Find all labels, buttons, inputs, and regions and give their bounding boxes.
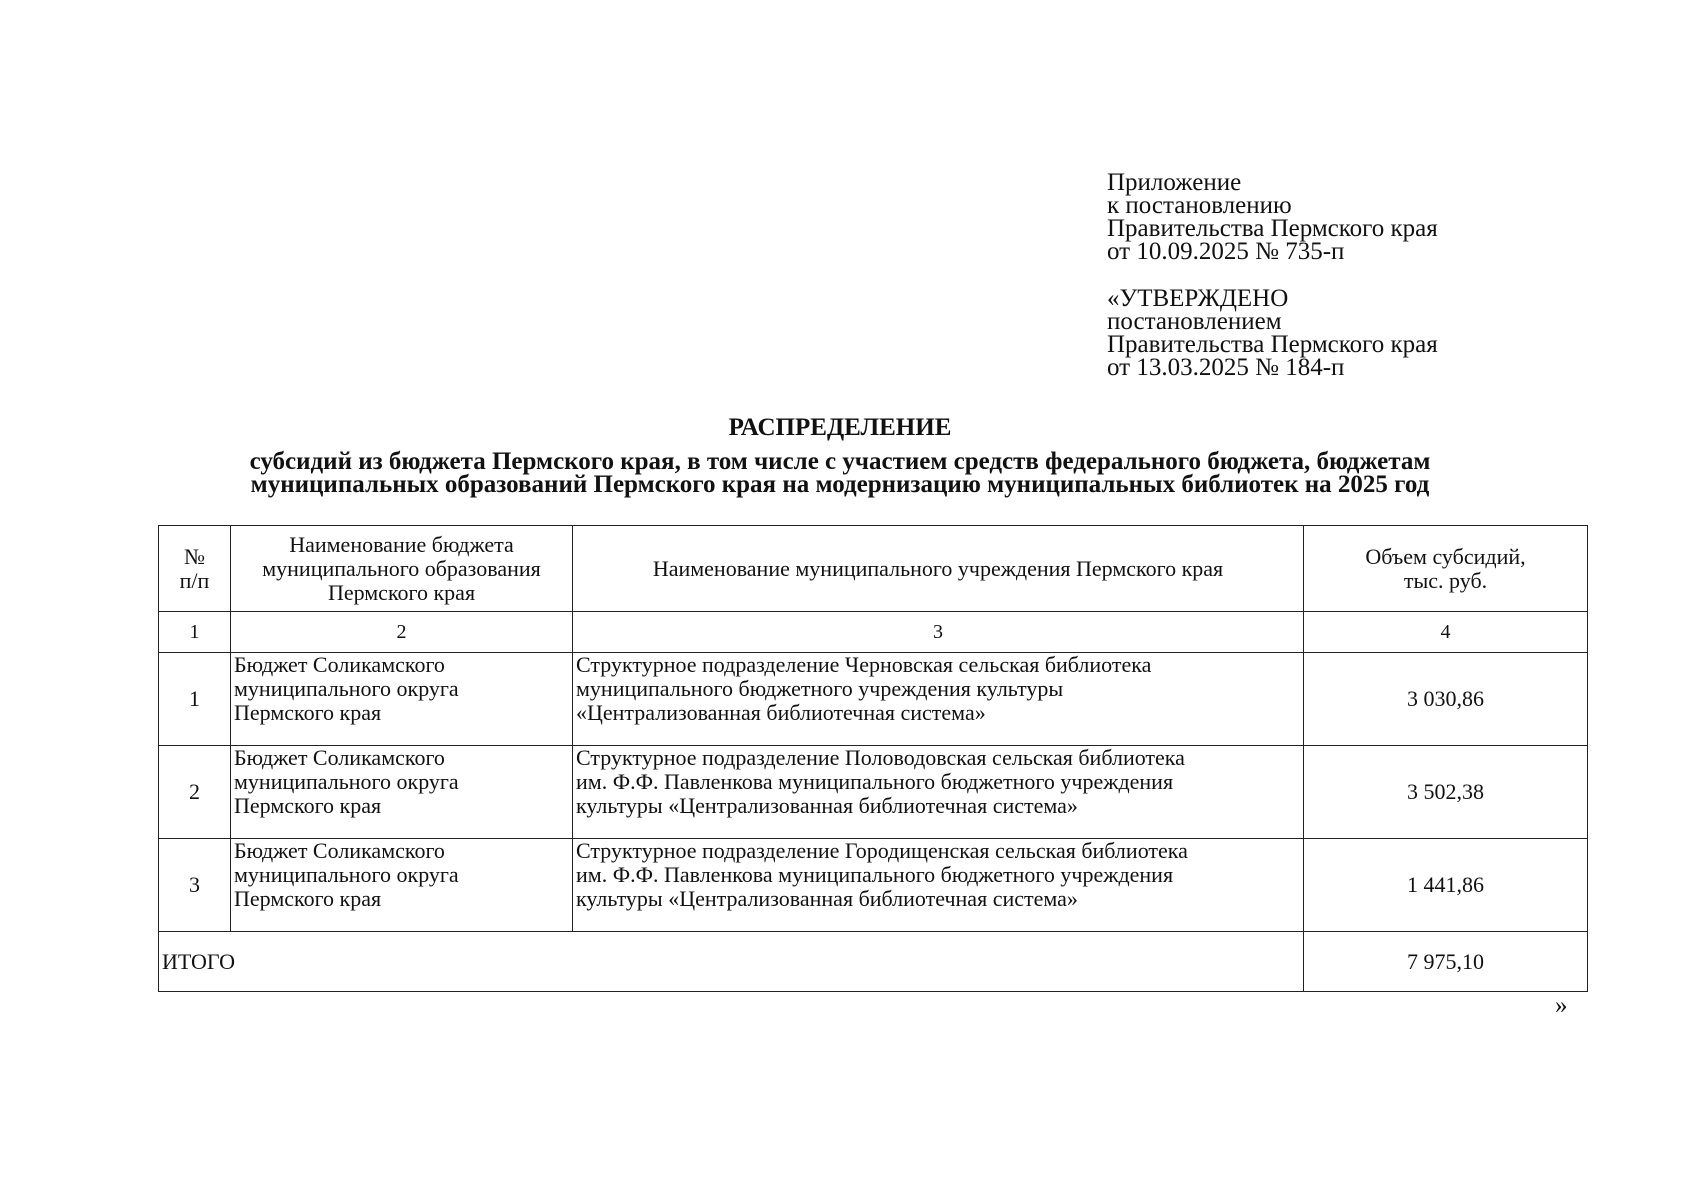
header-institution-name: Наименование муниципального учреждения Пермского края: [573, 526, 1304, 612]
institution-name-cell: Структурное подразделение Половодовская сельская библиотека им. Ф.Ф. Павленкова муниципального бюджетного учреждения культуры «Централизованная библиотечная система»: [573, 746, 1304, 839]
column-numbers-row: [159, 612, 1588, 653]
subtitle-line-1: субсидий из бюджета Пермского края, в том числе с участием средств федерального бюджета, бюджетам: [249, 448, 1431, 475]
institution-name-cell: Структурное подразделение Городищенская сельская библиотека им. Ф.Ф. Павленкова муниципального бюджетного учреждения культуры «Централизованная библиотечная система»: [573, 839, 1304, 932]
approval-line: к постановлению: [1107, 192, 1292, 219]
subsidy-amount-cell: 3 030,86: [1304, 653, 1588, 746]
approved-line: от 13.03.2025 № 184-п: [1107, 354, 1345, 381]
row-number: 2: [159, 746, 231, 839]
closing-quote-mark: »: [1555, 992, 1568, 1019]
table-header-row: [159, 526, 1588, 612]
header-number: № п/п: [159, 526, 231, 612]
row-number: 1: [159, 653, 231, 746]
row-number: 3: [159, 839, 231, 932]
approval-block: [1107, 171, 1438, 379]
budget-name-cell: Бюджет Соликамского муниципального округа Пермского края: [231, 653, 573, 746]
table-row: [159, 839, 1588, 932]
subtitle-line-2: муниципальных образований Пермского края на модернизацию муниципальных библиотек на 2025 год: [250, 471, 1430, 498]
column-number: 2: [231, 612, 573, 653]
document-title: РАСПРЕДЕЛЕНИЕ: [728, 414, 952, 441]
approval-line: Правительства Пермского края: [1107, 215, 1438, 242]
total-row: [159, 932, 1588, 992]
column-number: 1: [159, 612, 231, 653]
column-number: 3: [573, 612, 1304, 653]
table-row: [159, 746, 1588, 839]
subsidy-amount-cell: 1 441,86: [1304, 839, 1588, 932]
budget-name-cell: Бюджет Соликамского муниципального округа Пермского края: [231, 839, 573, 932]
institution-name-cell: Структурное подразделение Черновская сельская библиотека муниципального бюджетного учреждения культуры «Централизованная библиотечная система»: [573, 653, 1304, 746]
table-row: [159, 653, 1588, 746]
header-subsidy-amount: Объем субсидий, тыс. руб.: [1304, 526, 1588, 612]
budget-name-cell: Бюджет Соликамского муниципального округа Пермского края: [231, 746, 573, 839]
approved-line: Правительства Пермского края: [1107, 331, 1438, 358]
approved-line: «УТВЕРЖДЕНО: [1107, 285, 1289, 312]
total-amount: 7 975,10: [1304, 932, 1588, 992]
approval-line: Приложение: [1107, 169, 1242, 196]
approved-line: постановлением: [1107, 308, 1282, 335]
subsidy-amount-cell: 3 502,38: [1304, 746, 1588, 839]
document-subtitle: [0, 450, 1680, 496]
total-label: ИТОГО: [159, 932, 1304, 992]
header-budget-name: Наименование бюджета муниципального образования Пермского края: [231, 526, 573, 612]
distribution-table: [158, 525, 1588, 992]
approval-line: от 10.09.2025 № 735-п: [1107, 238, 1345, 265]
column-number: 4: [1304, 612, 1588, 653]
